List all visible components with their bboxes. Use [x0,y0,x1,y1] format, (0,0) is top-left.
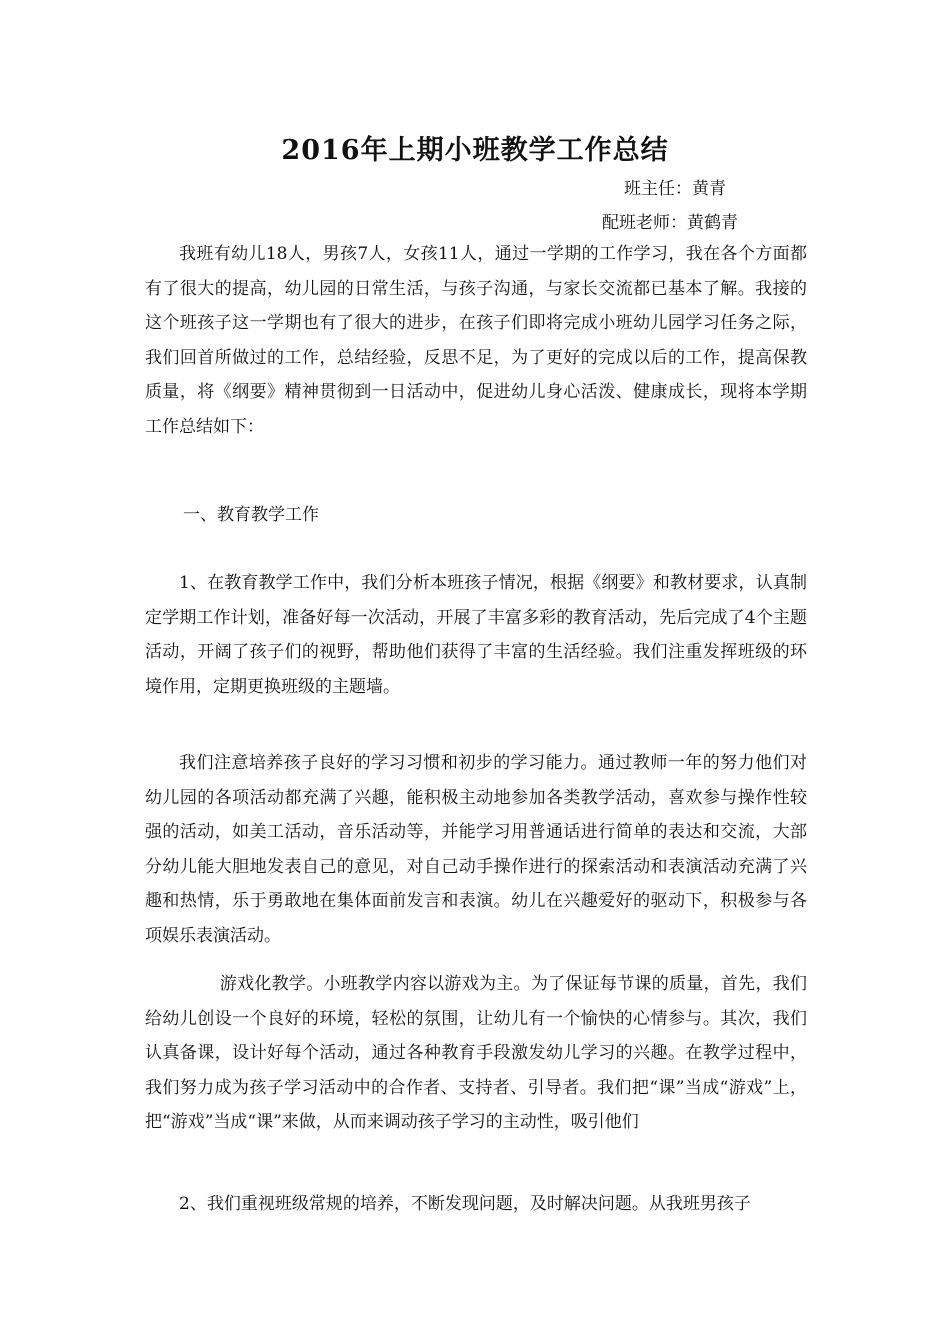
item-1-paragraph: 1、在教育教学工作中，我们分析本班孩子情况，根据《纲要》和教材要求，认真制定学期工作计划，准备好每一次活动，开展了丰富多彩的教育活动，先后完成了4个主题活动，开阔了孩子们的视野，帮助他们获得了丰富的生活经验。我们注重发挥班级的环境作用，定期更换班级的主题墙。 [145,573,807,697]
item-2-paragraph: 2、我们重视班级常规的培养，不断发现问题，及时解决问题。从我班男孩子 [179,1194,751,1214]
intro-paragraph: 我班有幼儿18人，男孩7人，女孩11人，通过一学期的工作学习，我在各个方面都有了很大的提高，幼儿园的日常生活，与孩子沟通，与家长交流都已基本了解。我接的这个班孩子这一学期也有了很大的进步，在孩子们即将完成小班幼儿园学习任务之际，我们回首所做过的工作，总结经验，反思不足，为了更好的完成以后的工作，提高保教质量，将《纲要》精神贯彻到一日活动中，促进幼儿身心活泼、健康成长，现将本学期工作总结如下： [145,244,807,437]
game-teaching-paragraph: 游戏化教学。小班教学内容以游戏为主。为了保证每节课的质量，首先，我们给幼儿创设一个良好的环境，轻松的氛围，让幼儿有一个愉快的心情参与。其次，我们认真备课，设计好每个活动，通过各种教育手段激发幼儿学习的兴趣。在教学过程中，我们努力成为孩子学习活动中的合作者、支持者、引导者。我们把“课”当成“游戏”上，把“游戏”当成“课”来做，从而来调动孩子学习的主动性，吸引他们 [145,974,807,1133]
head-teacher-line: 班主任：黄青 [624,179,726,199]
document-title: 2016年上期小班教学工作总结 [281,135,669,166]
learning-habits-paragraph: 我们注意培养孩子良好的学习习惯和初步的学习能力。通过教师一年的努力他们对幼儿园的各项活动都充满了兴趣，能积极主动地参加各类教学活动，喜欢参与操作性较强的活动，如美工活动，音乐活动等，并能学习用普通话进行简单的表达和交流，大部分幼儿能大胆地发表自己的意见，对自己动手操作进行的探索活动和表演活动充满了兴趣和热情，乐于勇敢地在集体面前发言和表演。幼儿在兴趣爱好的驱动下，积极参与各项娱乐表演活动。 [145,753,807,946]
section-heading-education: 一、教育教学工作 [183,505,319,525]
assistant-teacher-line: 配班老师：黄鹤青 [602,213,738,233]
